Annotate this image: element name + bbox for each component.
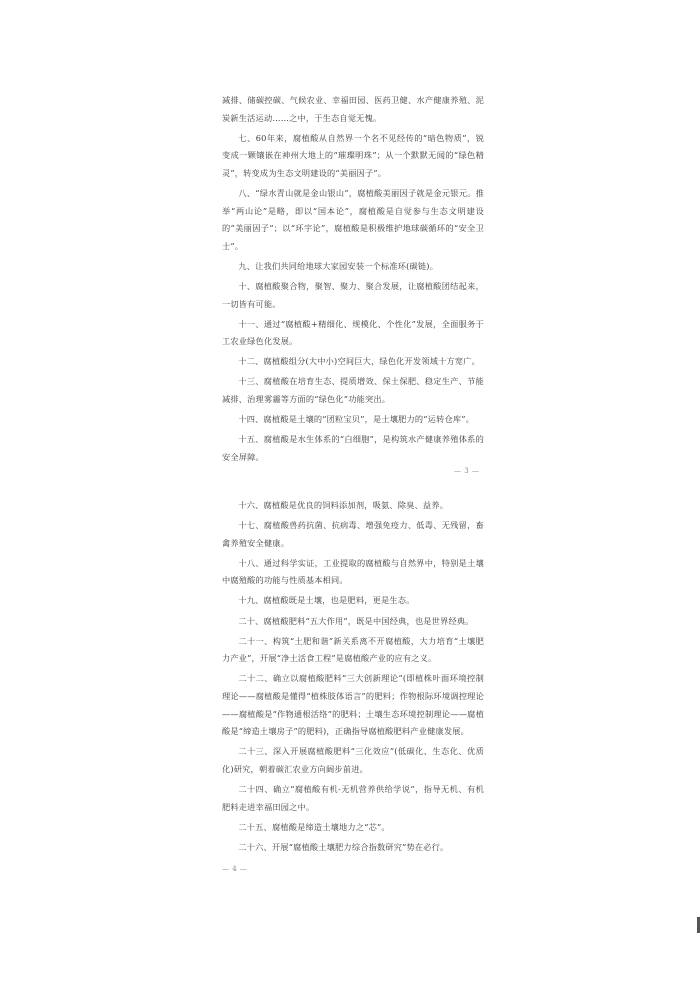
paragraph: 九、让我们共同给地球大家园安装一个标准环(碳链)。 (238, 260, 439, 271)
paragraph: 二十三、深入开展腐植酸肥料“三化效应”(低碳化、生态化、优质化)研究，朝着碳汇农业方向阔步前进。 (222, 746, 484, 774)
paragraph: 十二、腐植酸组分(大中小)空间巨大，绿色化开发领域十方宽广。 (238, 356, 481, 367)
page-number: — 4 — (222, 865, 248, 873)
paragraph: 十六、腐植酸是优良的饲料添加剂，吸氨、除臭、益养。 (238, 500, 449, 510)
page-4-body (222, 497, 484, 859)
page-3-body (222, 92, 484, 469)
paragraph: 十五、腐植酸是水生体系的“白细胞”，是构筑水产健康养殖体系的安全屏障。 (222, 434, 484, 462)
paragraph: 十、腐植酸聚合物，聚智、聚力、聚合发展，让腐植酸团结起来，一切皆有可能。 (222, 280, 484, 309)
page-number: — 3 — (454, 467, 480, 475)
paragraph: 十九、腐植酸既是土壤，也是肥料，更是生态。 (238, 595, 415, 606)
paragraph: 十八、通过科学实证，工业提取的腐植酸与自然界中，特别是土壤中腐殖酸的功能与性质基本相同。 (222, 557, 484, 586)
paragraph: 十一、通过“腐植酸+精细化、规模化、个性化”发展，全面服务于工农业绿色化发展。 (222, 318, 484, 347)
paragraph: 七、60年来，腐植酸从自然界一个名不见经传的“暗色物质”，锐变成一颗镶嵌在神州大地上的“璀璨明珠”；从一个默默无闻的“绿色精灵”，转变成为生态文明建设的“美丽因子”。 (222, 132, 484, 178)
paragraph: 二十、腐植酸肥料“五大作用”，既是中国经典，也是世界经典。 (238, 615, 474, 626)
paragraph: 二十四、确立“腐植酸有机-无机营养供给学说”，指导无机、有机肥料走进幸福田园之中。 (222, 783, 484, 812)
page-3 (0, 0, 700, 480)
paragraph: 减排、储碳控碳、气候农业、幸福田园、医药卫健、水产健康养殖、泥炭新生活运动……之中，于生态自觉无愧。 (222, 95, 484, 123)
paragraph: 十三、腐植酸在培育生态、提质增效、保土保肥、稳定生产、节能减排、治理雾霾等方面的“绿色化”功能突出。 (222, 376, 484, 404)
paragraph: 二十六、开展“腐植酸土壤肥力综合指数研究”势在必行。 (238, 841, 449, 852)
page-4 (0, 480, 700, 990)
paragraph: 十四、腐植酸是土壤的“团粒宝贝”，是土壤肥力的“运转仓库”。 (238, 414, 475, 425)
paragraph: 十七、腐植酸兽药抗菌、抗病毒、增强免疫力、低毒、无残留，畜禽养殖安全健康。 (222, 520, 484, 548)
paragraph: 八、“绿水青山就是金山银山”，腐植酸美丽因子就是金元银元。推举“两山论”是略，即以“国本论”，腐植酸是自觉参与生态文明建设的“美丽因子”；以“环宇论”，腐植酸是积极维护地球碳循环的“安全卫士”。 (222, 187, 484, 251)
paragraph: 二十二、确立以腐植酸肥料“三大创新理论”(即植株叶面环境控制理论——腐植酸是懂得“植株肢体语言”的肥料；作物根际环境调控理论——腐植酸是“作物通根活络”的肥料；土壤生态环境控制理论——腐植酸是“缔造土壤房子”的肥料)，正确指导腐植酸肥料产业健康发展。 (222, 673, 484, 737)
paragraph: 二十一、构筑“土肥和谐”新关系离不开腐植酸，大力培育“土壤肥力产业”，开展“净土活食工程”是腐植酸产业的应有之义。 (222, 635, 484, 664)
paragraph: 二十五、腐植酸是缔造土壤地力之“芯”。 (238, 821, 390, 832)
